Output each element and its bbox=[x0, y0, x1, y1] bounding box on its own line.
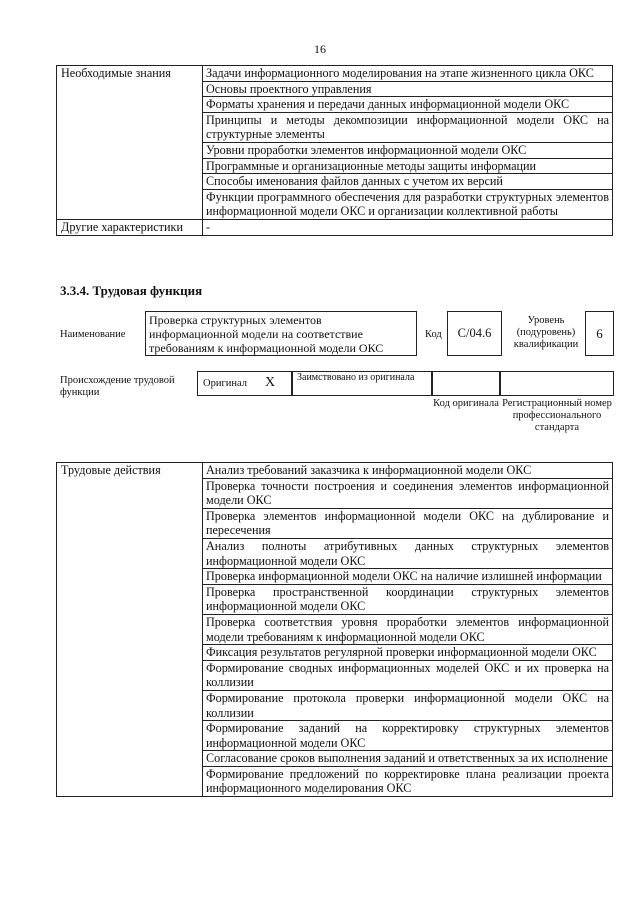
action-item: Проверка точности построения и соединения элементов информационной модели ОКС bbox=[203, 478, 613, 508]
code-original-box bbox=[432, 371, 500, 396]
knowledge-item: Принципы и методы декомпозиции информационной модели ОКС на структурные элементы bbox=[203, 112, 613, 142]
action-item: Анализ полноты атрибутивных данных структурных элементов информационной модели ОКС bbox=[203, 538, 613, 568]
knowledge-item: Форматы хранения и передачи данных информационной модели ОКС bbox=[203, 97, 613, 113]
table-row bbox=[57, 219, 613, 235]
code-label: Код bbox=[425, 329, 442, 340]
action-item: Проверка информационной модели ОКС на наличие излишней информации bbox=[203, 569, 613, 585]
knowledge-item: Уровни проработки элементов информационной модели ОКС bbox=[203, 142, 613, 158]
original-label: Оригинал bbox=[203, 378, 247, 389]
action-item: Согласование сроков выполнения заданий и ответственных за их исполнение bbox=[203, 751, 613, 767]
function-code: C/04.6 bbox=[447, 311, 502, 356]
reg-number-box bbox=[500, 371, 614, 396]
knowledge-item: Способы именования файлов данных с учетом их версий bbox=[203, 174, 613, 190]
knowledge-table bbox=[56, 65, 613, 236]
actions-table bbox=[56, 462, 613, 797]
knowledge-item: Основы проектного управления bbox=[203, 81, 613, 97]
borrowed-box: Заимствовано из оригинала bbox=[292, 371, 432, 396]
knowledge-item: Функции программного обеспечения для разработки структурных элементов информационной модели ОКС и организации коллективной работы bbox=[203, 189, 613, 219]
code-original-caption: Код оригинала bbox=[433, 398, 499, 409]
action-item: Формирование предложений по корректировке плана реализации проекта информационного моделирования ОКС bbox=[203, 766, 613, 796]
level-label: Уровень (подуровень) квалификации bbox=[513, 315, 579, 350]
level-value: 6 bbox=[585, 311, 614, 356]
other-value: - bbox=[203, 219, 613, 235]
action-item: Формирование заданий на корректировку структурных элементов информационной модели ОКС bbox=[203, 721, 613, 751]
reg-number-caption: Регистрационный номер профессионального стандарта bbox=[502, 398, 612, 433]
action-item: Проверка пространственной координации структурных элементов информационной модели ОКС bbox=[203, 584, 613, 614]
action-item: Фиксация результатов регулярной проверки информационной модели ОКС bbox=[203, 645, 613, 661]
knowledge-item: Программные и организационные методы защиты информации bbox=[203, 158, 613, 174]
origin-label: Происхождение трудовой функции bbox=[60, 375, 175, 398]
action-item: Формирование сводных информационных моделей ОКС и их проверка на коллизии bbox=[203, 660, 613, 690]
action-item: Проверка соответствия уровня проработки элементов информационной модели требованиям к информационной модели ОКС bbox=[203, 614, 613, 644]
knowledge-label: Необходимые знания bbox=[57, 66, 203, 220]
page-number: 16 bbox=[314, 42, 326, 56]
action-item: Формирование протокола проверки информационной модели ОКС на коллизии bbox=[203, 690, 613, 720]
action-item: Проверка элементов информационной модели ОКС на дублирование и пересечения bbox=[203, 508, 613, 538]
action-item: Анализ требований заказчика к информационной модели ОКС bbox=[203, 463, 613, 479]
original-box bbox=[197, 371, 292, 396]
table-row bbox=[57, 66, 613, 82]
original-mark: X bbox=[265, 375, 276, 390]
knowledge-item: Задачи информационного моделирования на этапе жизненного цикла ОКС bbox=[203, 66, 613, 82]
table-row bbox=[57, 463, 613, 479]
name-label: Наименование bbox=[60, 329, 126, 340]
section-title: 3.3.4. Трудовая функция bbox=[60, 283, 203, 298]
function-name: Проверка структурных элементов информационной модели на соответствие требованиям к информационной модели ОКС bbox=[145, 311, 417, 356]
other-label: Другие характеристики bbox=[57, 219, 203, 235]
actions-label: Трудовые действия bbox=[57, 463, 203, 797]
